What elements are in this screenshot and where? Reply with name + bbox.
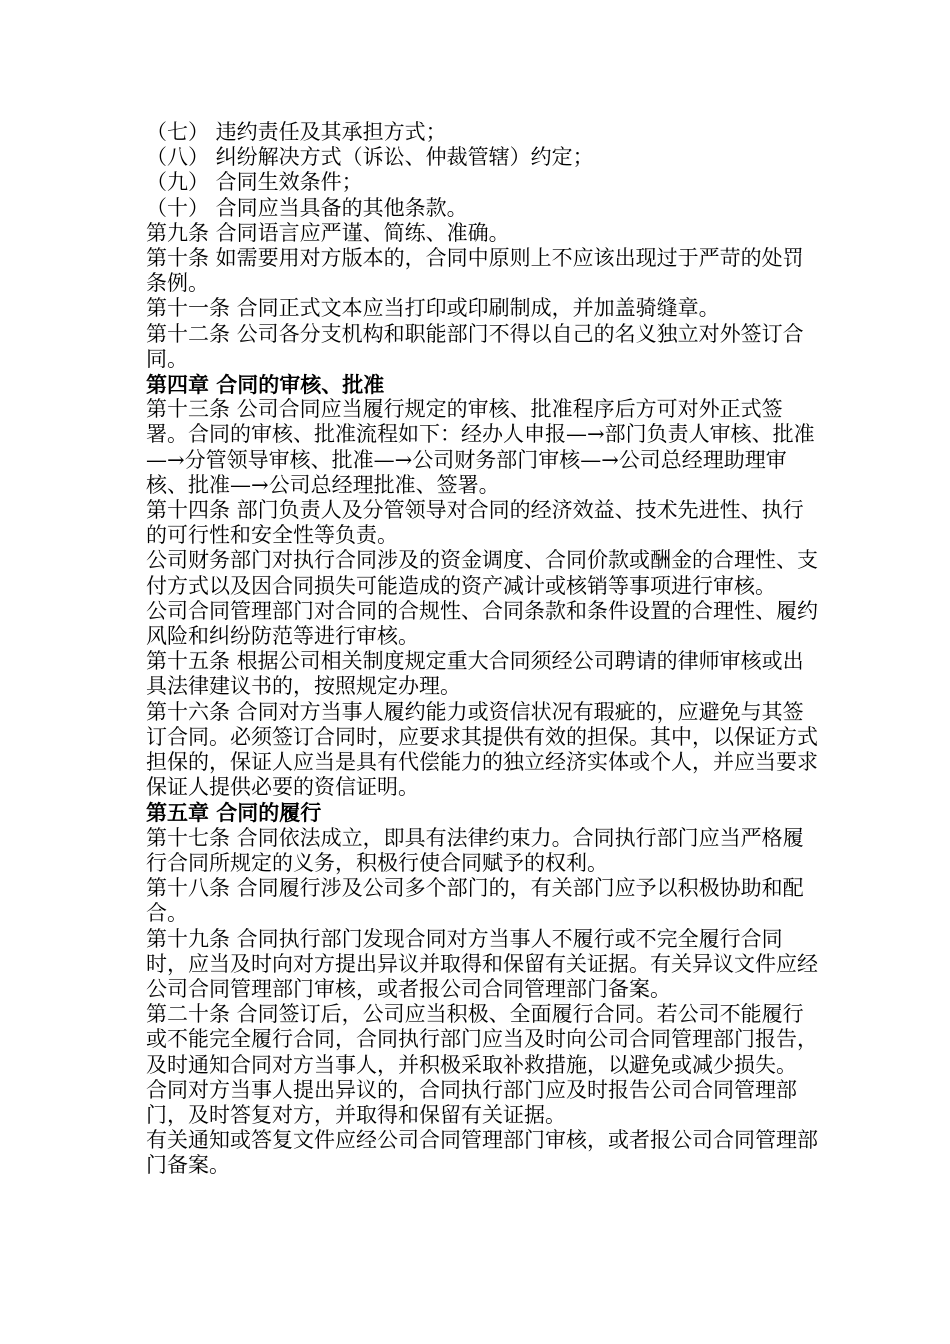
clause-9-item: （九） 合同生效条件； <box>146 170 363 195</box>
clause-8-item: （八） 纠纷解决方式（诉讼、仲裁管辖）约定； <box>146 145 594 170</box>
article-18: 第十八条 合同履行涉及公司多个部门的，有关部门应予以积极协助和配合。 <box>146 876 804 926</box>
finance-review-paragraph: 公司财务部门对执行合同涉及的资金调度、合同价款或酬金的合理性、支付方式以及因合同损失可能造成的资产减计或核销等事项进行审核。 <box>146 548 818 598</box>
article-10: 第十条 如需要用对方版本的，合同中原则上不应该出现过于严苛的处罚条例。 <box>146 246 804 296</box>
contract-management-review-paragraph: 公司合同管理部门对合同的合规性、合同条款和条件设置的合理性、履约风险和纠纷防范等进行审核。 <box>146 598 818 649</box>
document-page <box>146 120 818 1179</box>
objection-handling-paragraph: 合同对方当事人提出异议的，合同执行部门应及时报告公司合同管理部门，及时答复对方，并取得和保留有关证据。 <box>146 1077 797 1127</box>
article-9: 第九条 合同语言应严谨、简练、准确。 <box>146 220 510 245</box>
clause-7-item: （七） 违约责任及其承担方式； <box>146 120 447 144</box>
article-19: 第十九条 合同执行部门发现合同对方当事人不履行或不完全履行合同时，应当及时向对方提出异议并取得和保留有关证据。有关异议文件应经公司合同管理部门审核，或者报公司合同管理部门备案。 <box>146 926 818 1001</box>
article-15: 第十五条 根据公司相关制度规定重大合同须经公司聘请的律师审核或出具法律建议书的，按照规定办理。 <box>146 649 804 699</box>
clause-10-item: （十） 合同应当具备的其他条款。 <box>146 195 468 220</box>
article-13: 第十三条 公司合同应当履行规定的审核、批准程序后方可对外正式签署。合同的审核、批准流程如下：经办人申报—→部门负责人审核、批准—→分管领导审核、批准—→公司财务部门审核—→公司总经理助理审核、批准—→公司总经理批准、签署。 <box>146 397 815 497</box>
chapter-4-heading: 第四章 合同的审核、批准 <box>146 372 385 398</box>
notice-filing-paragraph: 有关通知或答复文件应经公司合同管理部门审核，或者报公司合同管理部门备案。 <box>146 1128 818 1178</box>
chapter-5-heading: 第五章 合同的履行 <box>146 800 322 826</box>
article-12: 第十二条 公司各分支机构和职能部门不得以自己的名义独立对外签订合同。 <box>146 321 804 371</box>
article-11: 第十一条 合同正式文本应当打印或印刷制成，并加盖骑缝章。 <box>146 296 720 321</box>
article-20: 第二十条 合同签订后，公司应当积极、全面履行合同。若公司不能履行或不能完全履行合同，合同执行部门应当及时向公司合同管理部门报告，及时通知合同对方当事人，并积极采取补救措施，以避免或减少损失。 <box>146 1002 818 1077</box>
article-16: 第十六条 合同对方当事人履约能力或资信状况有瑕疵的，应避免与其签订合同。必须签订合同时，应要求其提供有效的担保。其中，以保证方式担保的，保证人应当是具有代偿能力的独立经济实体或个人，并应当要求保证人提供必要的资信证明。 <box>146 699 818 800</box>
article-14: 第十四条 部门负责人及分管领导对合同的经济效益、技术先进性、执行的可行性和安全性等负责。 <box>146 498 804 548</box>
article-17: 第十七条 合同依法成立，即具有法律约束力。合同执行部门应当严格履行合同所规定的义务，积极行使合同赋予的权利。 <box>146 825 804 875</box>
